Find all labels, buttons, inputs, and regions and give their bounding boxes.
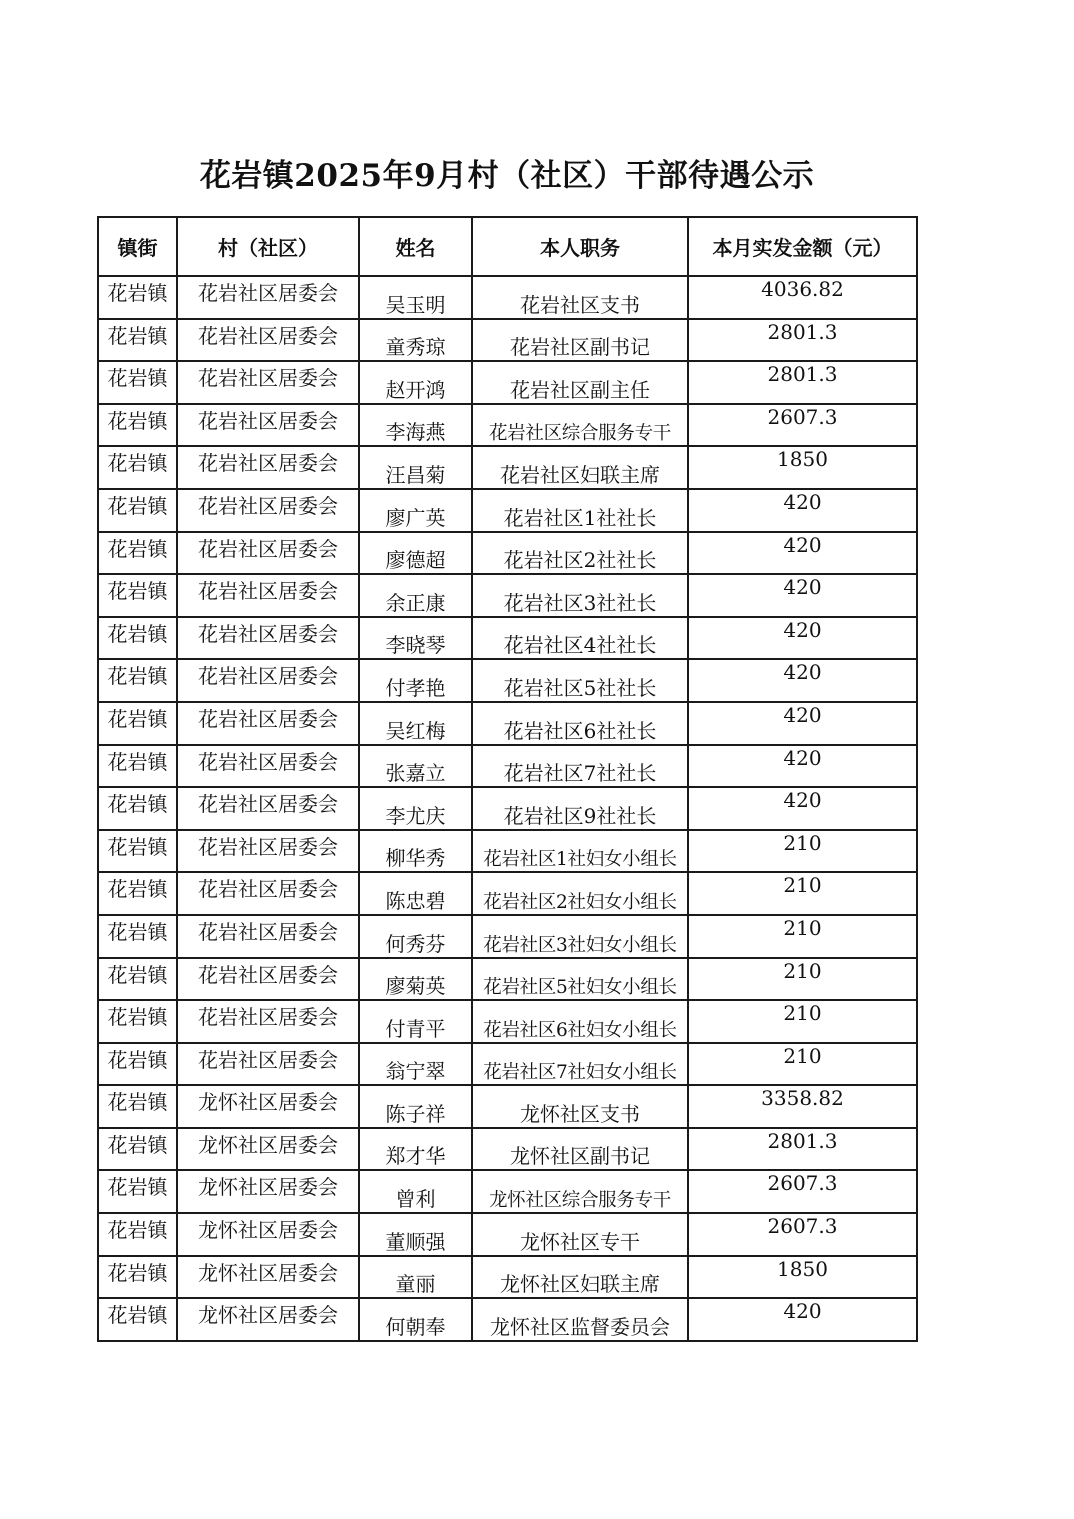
cell-position: 龙怀社区监督委员会 [472, 1298, 688, 1341]
cell-town: 花岩镇 [98, 1128, 177, 1171]
cell-position: 龙怀社区妇联主席 [472, 1256, 688, 1299]
cell-amount: 210 [688, 872, 917, 915]
cell-position: 花岩社区5社社长 [472, 659, 688, 702]
cell-amount: 420 [688, 787, 917, 830]
cell-name: 廖德超 [359, 532, 472, 575]
cell-position: 花岩社区副书记 [472, 319, 688, 362]
cell-name: 翁宁翠 [359, 1043, 472, 1086]
header-town: 镇街 [98, 217, 177, 276]
table-row [98, 276, 917, 319]
cell-position: 花岩社区6社社长 [472, 702, 688, 745]
cell-amount: 210 [688, 830, 917, 873]
table-row [98, 319, 917, 362]
cell-town: 花岩镇 [98, 1085, 177, 1128]
cell-position: 花岩社区5社妇女小组长 [472, 958, 688, 1001]
table-row [98, 745, 917, 788]
cell-amount: 2607.3 [688, 1213, 917, 1256]
cell-name: 陈子祥 [359, 1085, 472, 1128]
cell-amount: 2801.3 [688, 361, 917, 404]
cell-name: 何秀芬 [359, 915, 472, 958]
cell-town: 花岩镇 [98, 1256, 177, 1299]
cell-name: 付青平 [359, 1000, 472, 1043]
cell-community: 花岩社区居委会 [177, 872, 359, 915]
cell-amount: 420 [688, 702, 917, 745]
cell-community: 花岩社区居委会 [177, 702, 359, 745]
cell-position: 花岩社区7社妇女小组长 [472, 1043, 688, 1086]
cell-town: 花岩镇 [98, 787, 177, 830]
cell-community: 龙怀社区居委会 [177, 1170, 359, 1213]
table-row [98, 830, 917, 873]
table-row [98, 404, 917, 447]
cell-position: 花岩社区副主任 [472, 361, 688, 404]
table-row [98, 702, 917, 745]
table-row [98, 1256, 917, 1299]
cell-amount: 1850 [688, 1256, 917, 1299]
cell-name: 廖菊英 [359, 958, 472, 1001]
table-row [98, 787, 917, 830]
table-row [98, 872, 917, 915]
cell-amount: 420 [688, 574, 917, 617]
header-position: 本人职务 [472, 217, 688, 276]
cell-amount: 3358.82 [688, 1085, 917, 1128]
cell-community: 花岩社区居委会 [177, 958, 359, 1001]
cell-amount: 2801.3 [688, 319, 917, 362]
cell-town: 花岩镇 [98, 489, 177, 532]
cell-town: 花岩镇 [98, 659, 177, 702]
cell-position: 花岩社区3社妇女小组长 [472, 915, 688, 958]
cell-community: 龙怀社区居委会 [177, 1085, 359, 1128]
cell-amount: 2801.3 [688, 1128, 917, 1171]
cell-position: 龙怀社区综合服务专干 [472, 1170, 688, 1213]
cell-town: 花岩镇 [98, 446, 177, 489]
cell-community: 龙怀社区居委会 [177, 1213, 359, 1256]
cell-community: 花岩社区居委会 [177, 276, 359, 319]
cell-community: 花岩社区居委会 [177, 787, 359, 830]
table-row [98, 361, 917, 404]
cell-town: 花岩镇 [98, 745, 177, 788]
cell-community: 花岩社区居委会 [177, 617, 359, 660]
table-row [98, 1170, 917, 1213]
cell-amount: 420 [688, 489, 917, 532]
table-row [98, 446, 917, 489]
cell-amount: 210 [688, 915, 917, 958]
cell-community: 花岩社区居委会 [177, 574, 359, 617]
cell-name: 张嘉立 [359, 745, 472, 788]
cell-position: 花岩社区7社社长 [472, 745, 688, 788]
cell-town: 花岩镇 [98, 361, 177, 404]
cell-town: 花岩镇 [98, 276, 177, 319]
table-row [98, 958, 917, 1001]
cell-position: 花岩社区9社社长 [472, 787, 688, 830]
cell-position: 花岩社区3社社长 [472, 574, 688, 617]
cell-community: 花岩社区居委会 [177, 319, 359, 362]
cell-community: 花岩社区居委会 [177, 659, 359, 702]
cell-name: 吴红梅 [359, 702, 472, 745]
cell-position: 花岩社区1社妇女小组长 [472, 830, 688, 873]
cell-name: 董顺强 [359, 1213, 472, 1256]
cell-amount: 2607.3 [688, 1170, 917, 1213]
table-row [98, 915, 917, 958]
table-row [98, 1085, 917, 1128]
cell-amount: 210 [688, 1000, 917, 1043]
cell-community: 花岩社区居委会 [177, 830, 359, 873]
cell-name: 李尤庆 [359, 787, 472, 830]
cell-amount: 420 [688, 617, 917, 660]
cell-name: 李海燕 [359, 404, 472, 447]
table-header-row [98, 217, 917, 276]
cell-position: 花岩社区妇联主席 [472, 446, 688, 489]
cell-town: 花岩镇 [98, 830, 177, 873]
cell-town: 花岩镇 [98, 872, 177, 915]
table-row [98, 1000, 917, 1043]
cell-community: 花岩社区居委会 [177, 404, 359, 447]
header-community: 村（社区） [177, 217, 359, 276]
cell-amount: 1850 [688, 446, 917, 489]
cell-name: 童丽 [359, 1256, 472, 1299]
cell-community: 花岩社区居委会 [177, 446, 359, 489]
page-title: 花岩镇2025年9月村（社区）干部待遇公示 [199, 158, 815, 194]
cell-position: 花岩社区综合服务专干 [472, 404, 688, 447]
cell-position: 花岩社区4社社长 [472, 617, 688, 660]
cell-position: 花岩社区6社妇女小组长 [472, 1000, 688, 1043]
cell-amount: 420 [688, 659, 917, 702]
cell-amount: 210 [688, 1043, 917, 1086]
cell-town: 花岩镇 [98, 404, 177, 447]
table-row [98, 1213, 917, 1256]
cell-name: 廖广英 [359, 489, 472, 532]
cell-community: 花岩社区居委会 [177, 915, 359, 958]
table-row [98, 617, 917, 660]
cell-position: 龙怀社区专干 [472, 1213, 688, 1256]
cell-town: 花岩镇 [98, 915, 177, 958]
cell-town: 花岩镇 [98, 1170, 177, 1213]
cell-community: 花岩社区居委会 [177, 532, 359, 575]
cell-name: 柳华秀 [359, 830, 472, 873]
cell-name: 付孝艳 [359, 659, 472, 702]
cell-name: 郑才华 [359, 1128, 472, 1171]
cell-community: 龙怀社区居委会 [177, 1256, 359, 1299]
cell-town: 花岩镇 [98, 958, 177, 1001]
cell-amount: 420 [688, 1298, 917, 1341]
cell-town: 花岩镇 [98, 1298, 177, 1341]
cell-amount: 210 [688, 958, 917, 1001]
cell-town: 花岩镇 [98, 617, 177, 660]
cell-town: 花岩镇 [98, 1043, 177, 1086]
cell-town: 花岩镇 [98, 532, 177, 575]
cell-name: 曾利 [359, 1170, 472, 1213]
cell-name: 童秀琼 [359, 319, 472, 362]
cell-name: 汪昌菊 [359, 446, 472, 489]
cell-position: 花岩社区支书 [472, 276, 688, 319]
table-row [98, 532, 917, 575]
cell-position: 花岩社区1社社长 [472, 489, 688, 532]
table-row [98, 574, 917, 617]
cell-amount: 4036.82 [688, 276, 917, 319]
cell-position: 花岩社区2社社长 [472, 532, 688, 575]
cell-position: 龙怀社区副书记 [472, 1128, 688, 1171]
cell-town: 花岩镇 [98, 1000, 177, 1043]
cell-amount: 420 [688, 532, 917, 575]
cell-community: 龙怀社区居委会 [177, 1128, 359, 1171]
cell-town: 花岩镇 [98, 702, 177, 745]
header-amount: 本月实发金额（元） [688, 217, 917, 276]
cell-town: 花岩镇 [98, 319, 177, 362]
table-row [98, 489, 917, 532]
cell-name: 余正康 [359, 574, 472, 617]
cell-amount: 2607.3 [688, 404, 917, 447]
cell-amount: 420 [688, 745, 917, 788]
cell-community: 花岩社区居委会 [177, 1043, 359, 1086]
cell-name: 赵开鸿 [359, 361, 472, 404]
cell-position: 花岩社区2社妇女小组长 [472, 872, 688, 915]
cell-name: 何朝奉 [359, 1298, 472, 1341]
cell-community: 花岩社区居委会 [177, 361, 359, 404]
cell-community: 花岩社区居委会 [177, 489, 359, 532]
table-body [98, 276, 917, 1341]
cell-community: 花岩社区居委会 [177, 745, 359, 788]
table-row [98, 1043, 917, 1086]
header-name: 姓名 [359, 217, 472, 276]
table-row [98, 1128, 917, 1171]
cell-town: 花岩镇 [98, 1213, 177, 1256]
cell-community: 龙怀社区居委会 [177, 1298, 359, 1341]
cell-position: 龙怀社区支书 [472, 1085, 688, 1128]
table-row [98, 1298, 917, 1341]
cell-community: 花岩社区居委会 [177, 1000, 359, 1043]
cell-name: 吴玉明 [359, 276, 472, 319]
cell-town: 花岩镇 [98, 574, 177, 617]
cell-name: 李晓琴 [359, 617, 472, 660]
cell-name: 陈忠碧 [359, 872, 472, 915]
table-row [98, 659, 917, 702]
cadre-compensation-table [97, 216, 918, 1342]
